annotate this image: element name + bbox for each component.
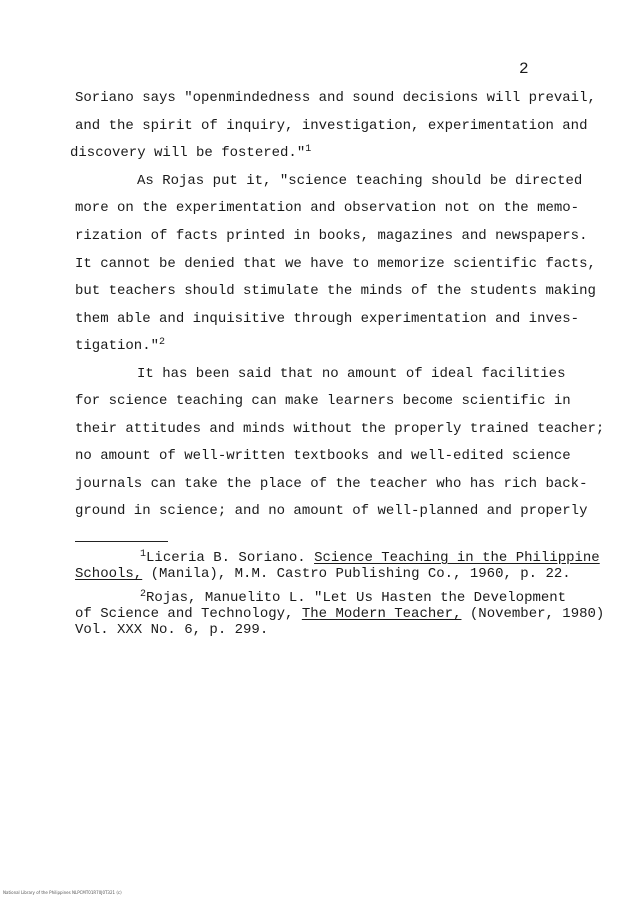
footnote-ref-2: 2 (159, 337, 166, 348)
body-line-11: It has been said that no amount of ideal facilities (137, 366, 566, 382)
body-line-16: ground in science; and no amount of well-planned and properly (75, 503, 588, 519)
body-line-15: journals can take the place of the teacher who has rich back- (75, 476, 588, 492)
body-line-1: Soriano says "openmindedness and sound decisions will prevail, (75, 90, 596, 106)
body-line-3-text: discovery will be fostered." (70, 145, 306, 161)
footnote-1-line-1 (140, 550, 600, 566)
footnote-2-line-3: Vol. XXX No. 6, p. 299. (75, 622, 269, 638)
footnote-1-mark: 1 (140, 549, 147, 560)
footnote-1-author: Liceria B. Soriano. (146, 550, 306, 566)
footnote-2-mark: 2 (140, 589, 147, 600)
body-line-10-text: tigation." (75, 338, 160, 354)
footnote-1-line-2 (75, 566, 571, 582)
body-line-3 (70, 145, 311, 161)
body-line-14: no amount of well-written textbooks and well-edited science (75, 448, 571, 464)
footnote-1-title-end: Schools, (75, 566, 143, 582)
footnote-2-author-title: Rojas, Manuelito L. "Let Us Hasten the Development (146, 590, 567, 606)
footnote-2-line-2 (75, 606, 604, 622)
footnote-2-date: (November, 1980) (469, 606, 605, 622)
body-line-13: their attitudes and minds without the properly trained teacher; (75, 421, 605, 437)
body-line-8: but teachers should stimulate the minds of the students making (75, 283, 596, 299)
footnote-2-line-1 (140, 590, 566, 606)
page-number: 2 (519, 60, 529, 78)
body-line-10 (75, 338, 165, 354)
body-line-2: and the spirit of inquiry, investigation, experimentation and (75, 118, 588, 134)
footnote-ref-1: 1 (305, 144, 312, 155)
footnote-1-title: Science Teaching in the Philippine (314, 550, 600, 566)
body-line-7: It cannot be denied that we have to memorize scientific facts, (75, 256, 596, 272)
footnote-2-journal: The Modern Teacher, (301, 606, 462, 622)
body-line-5: more on the experimentation and observation not on the memo- (75, 200, 580, 216)
body-line-12: for science teaching can make learners become scientific in (75, 393, 571, 409)
footnote-2-title-end: of Science and Technology, (75, 606, 294, 622)
body-line-6: rization of facts printed in books, magazines and newspapers. (75, 228, 588, 244)
footnote-1-publisher: (Manila), M.M. Castro Publishing Co., 1960, p. 22. (150, 566, 571, 582)
archive-footer: National Library of the Philippines NLPCMT01R70J0T321 (c) (3, 890, 122, 895)
body-line-4: As Rojas put it, "science teaching should be directed (137, 173, 583, 189)
footnote-separator (75, 541, 168, 542)
body-line-9: them able and inquisitive through experimentation and inves- (75, 311, 580, 327)
